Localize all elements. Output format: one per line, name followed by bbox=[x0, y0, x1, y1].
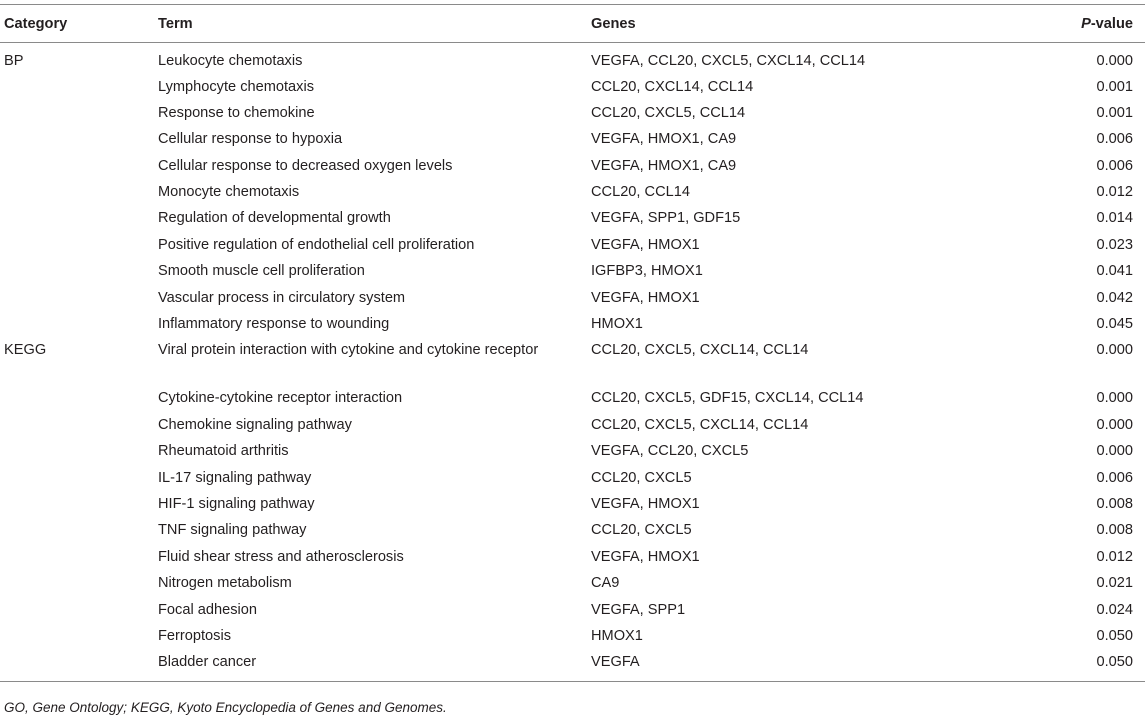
header-p-suffix: -value bbox=[1090, 15, 1133, 32]
table-row bbox=[0, 285, 1145, 311]
cell-category bbox=[0, 100, 154, 126]
cell-p-value: 0.001 bbox=[1096, 104, 1133, 121]
cell-term: Positive regulation of endothelial cell proliferation bbox=[158, 236, 475, 253]
cell-genes: VEGFA, CCL20, CXCL5, CXCL14, CCL14 bbox=[591, 53, 866, 69]
table-row bbox=[0, 74, 1145, 100]
cell-category bbox=[0, 153, 154, 179]
cell-term: Fluid shear stress and atherosclerosis bbox=[158, 548, 404, 565]
cell-p-value: 0.008 bbox=[1096, 522, 1133, 539]
cell-genes: VEGFA, SPP1, GDF15 bbox=[591, 210, 741, 227]
cell-term: HIF-1 signaling pathway bbox=[158, 495, 315, 512]
cell-category bbox=[0, 412, 154, 438]
cell-term: IL-17 signaling pathway bbox=[158, 469, 312, 486]
cell-genes: VEGFA, HMOX1, CA9 bbox=[591, 131, 737, 148]
cell-genes: CCL20, CXCL5 bbox=[591, 469, 692, 486]
cell-category bbox=[0, 205, 154, 231]
cell-term: Regulation of developmental growth bbox=[158, 210, 391, 227]
cell-genes: VEGFA, HMOX1 bbox=[591, 548, 700, 565]
table-row bbox=[0, 385, 1145, 411]
cell-p-value: 0.050 bbox=[1042, 649, 1145, 681]
cell-genes: VEGFA, HMOX1 bbox=[591, 236, 700, 253]
cell-term: Rheumatoid arthritis bbox=[158, 443, 289, 460]
cell-category bbox=[0, 74, 154, 100]
cell-p-value: 0.014 bbox=[1096, 210, 1133, 227]
cell-category bbox=[0, 438, 154, 464]
table-row bbox=[0, 100, 1145, 126]
cell-category bbox=[0, 258, 154, 284]
cell-p-value: 0.008 bbox=[1096, 495, 1133, 512]
cell-genes: VEGFA bbox=[587, 649, 1042, 681]
cell-term: Lymphocyte chemotaxis bbox=[158, 78, 315, 95]
table-row bbox=[0, 43, 1145, 74]
cell-genes: VEGFA, HMOX1, CA9 bbox=[591, 157, 737, 174]
table-footnote: GO, Gene Ontology; KEGG, Kyoto Encyclopedia of Genes and Genomes. bbox=[4, 700, 447, 715]
cell-term: Inflammatory response to wounding bbox=[158, 316, 390, 333]
cell-p-value: 0.012 bbox=[1096, 184, 1133, 201]
cell-category bbox=[0, 491, 154, 517]
cell-genes: VEGFA, HMOX1 bbox=[591, 289, 700, 306]
cell-category bbox=[0, 179, 154, 205]
cell-genes: CCL20, CXCL5, GDF15, CXCL14, CCL14 bbox=[591, 390, 864, 407]
cell-category bbox=[0, 385, 154, 411]
cell-p-value: 0.006 bbox=[1096, 131, 1133, 148]
table-row bbox=[0, 179, 1145, 205]
cell-genes: HMOX1 bbox=[591, 627, 643, 644]
cell-p-value: 0.000 bbox=[1096, 443, 1133, 460]
cell-category bbox=[0, 285, 154, 311]
cell-p-value: 0.006 bbox=[1096, 157, 1133, 174]
cell-p-value: 0.045 bbox=[1096, 316, 1133, 333]
cell-category bbox=[0, 465, 154, 491]
cell-term: Cellular response to decreased oxygen levels bbox=[158, 157, 453, 174]
table-row bbox=[0, 258, 1145, 284]
header-p-letter: P bbox=[1081, 15, 1091, 32]
cell-p-value: 0.000 bbox=[1096, 390, 1133, 407]
cell-genes: CCL20, CCL14 bbox=[591, 184, 690, 201]
cell-p-value: 0.001 bbox=[1096, 78, 1133, 95]
header-term: Term bbox=[154, 5, 587, 43]
cell-term: Response to chemokine bbox=[158, 104, 315, 121]
cell-term: Bladder cancer bbox=[154, 649, 587, 681]
cell-p-value: 0.021 bbox=[1096, 575, 1133, 592]
cell-p-value: 0.042 bbox=[1096, 289, 1133, 306]
cell-p-value: 0.024 bbox=[1096, 601, 1133, 618]
cell-p-value: 0.000 bbox=[1096, 53, 1133, 69]
table-row bbox=[0, 465, 1145, 491]
cell-genes: HMOX1 bbox=[591, 316, 643, 333]
cell-category bbox=[0, 623, 154, 649]
cell-term: Nitrogen metabolism bbox=[158, 575, 292, 592]
cell-category bbox=[0, 126, 154, 152]
table-row bbox=[0, 570, 1145, 596]
cell-term: Cellular response to hypoxia bbox=[158, 131, 343, 148]
enrichment-table bbox=[0, 4, 1145, 682]
cell-p-value: 0.012 bbox=[1096, 548, 1133, 565]
cell-genes: IGFBP3, HMOX1 bbox=[591, 263, 703, 280]
cell-term: Ferroptosis bbox=[158, 627, 231, 644]
cell-genes: VEGFA, CCL20, CXCL5 bbox=[591, 443, 749, 460]
table-row bbox=[0, 412, 1145, 438]
cell-category bbox=[0, 311, 154, 337]
table-row bbox=[0, 438, 1145, 464]
table-row bbox=[0, 597, 1145, 623]
cell-category bbox=[0, 517, 154, 543]
table-row bbox=[0, 126, 1145, 152]
cell-term: Viral protein interaction with cytokine and cytokine receptor bbox=[158, 342, 539, 359]
cell-term: Monocyte chemotaxis bbox=[158, 184, 300, 201]
cell-category bbox=[0, 232, 154, 258]
cell-term: Chemokine signaling pathway bbox=[158, 416, 352, 433]
cell-category bbox=[0, 649, 154, 681]
cell-genes: VEGFA, SPP1 bbox=[591, 601, 686, 618]
table-body bbox=[0, 43, 1145, 682]
cell-p-value: 0.041 bbox=[1096, 263, 1133, 280]
enrichment-table-container bbox=[0, 4, 1145, 682]
table-row bbox=[0, 544, 1145, 570]
cell-term: Focal adhesion bbox=[158, 601, 257, 618]
cell-term: TNF signaling pathway bbox=[158, 522, 307, 539]
cell-genes: CA9 bbox=[591, 575, 620, 592]
table-row bbox=[0, 232, 1145, 258]
table-row bbox=[0, 517, 1145, 543]
cell-category: KEGG bbox=[4, 342, 47, 359]
cell-genes: VEGFA, HMOX1 bbox=[591, 495, 700, 512]
cell-genes: CCL20, CXCL5, CXCL14, CCL14 bbox=[591, 342, 809, 359]
cell-category bbox=[0, 544, 154, 570]
cell-p-value: 0.000 bbox=[1096, 416, 1133, 433]
cell-term: Smooth muscle cell proliferation bbox=[158, 263, 365, 280]
table-row bbox=[0, 153, 1145, 179]
table-row bbox=[0, 623, 1145, 649]
cell-p-value: 0.023 bbox=[1096, 236, 1133, 253]
cell-category bbox=[0, 597, 154, 623]
cell-category: BP bbox=[4, 53, 24, 69]
cell-term: Leukocyte chemotaxis bbox=[158, 53, 303, 69]
table-row bbox=[0, 205, 1145, 231]
cell-p-value: 0.050 bbox=[1096, 627, 1133, 644]
cell-genes: CCL20, CXCL5, CXCL14, CCL14 bbox=[591, 416, 809, 433]
table-row bbox=[0, 491, 1145, 517]
header-genes: Genes bbox=[587, 5, 1042, 43]
header-p-value bbox=[1042, 5, 1145, 43]
cell-p-value: 0.000 bbox=[1096, 342, 1133, 359]
table-row bbox=[0, 311, 1145, 337]
cell-p-value: 0.006 bbox=[1096, 469, 1133, 486]
cell-category bbox=[0, 570, 154, 596]
table-row bbox=[0, 649, 1145, 681]
cell-genes: CCL20, CXCL5 bbox=[591, 522, 692, 539]
cell-term: Vascular process in circulatory system bbox=[158, 289, 406, 306]
header-category: Category bbox=[0, 5, 154, 43]
cell-term: Cytokine-cytokine receptor interaction bbox=[158, 390, 403, 407]
cell-genes: CCL20, CXCL5, CCL14 bbox=[591, 104, 746, 121]
table-row bbox=[0, 337, 1145, 385]
cell-genes: CCL20, CXCL14, CCL14 bbox=[591, 78, 754, 95]
table-header-row bbox=[0, 5, 1145, 43]
